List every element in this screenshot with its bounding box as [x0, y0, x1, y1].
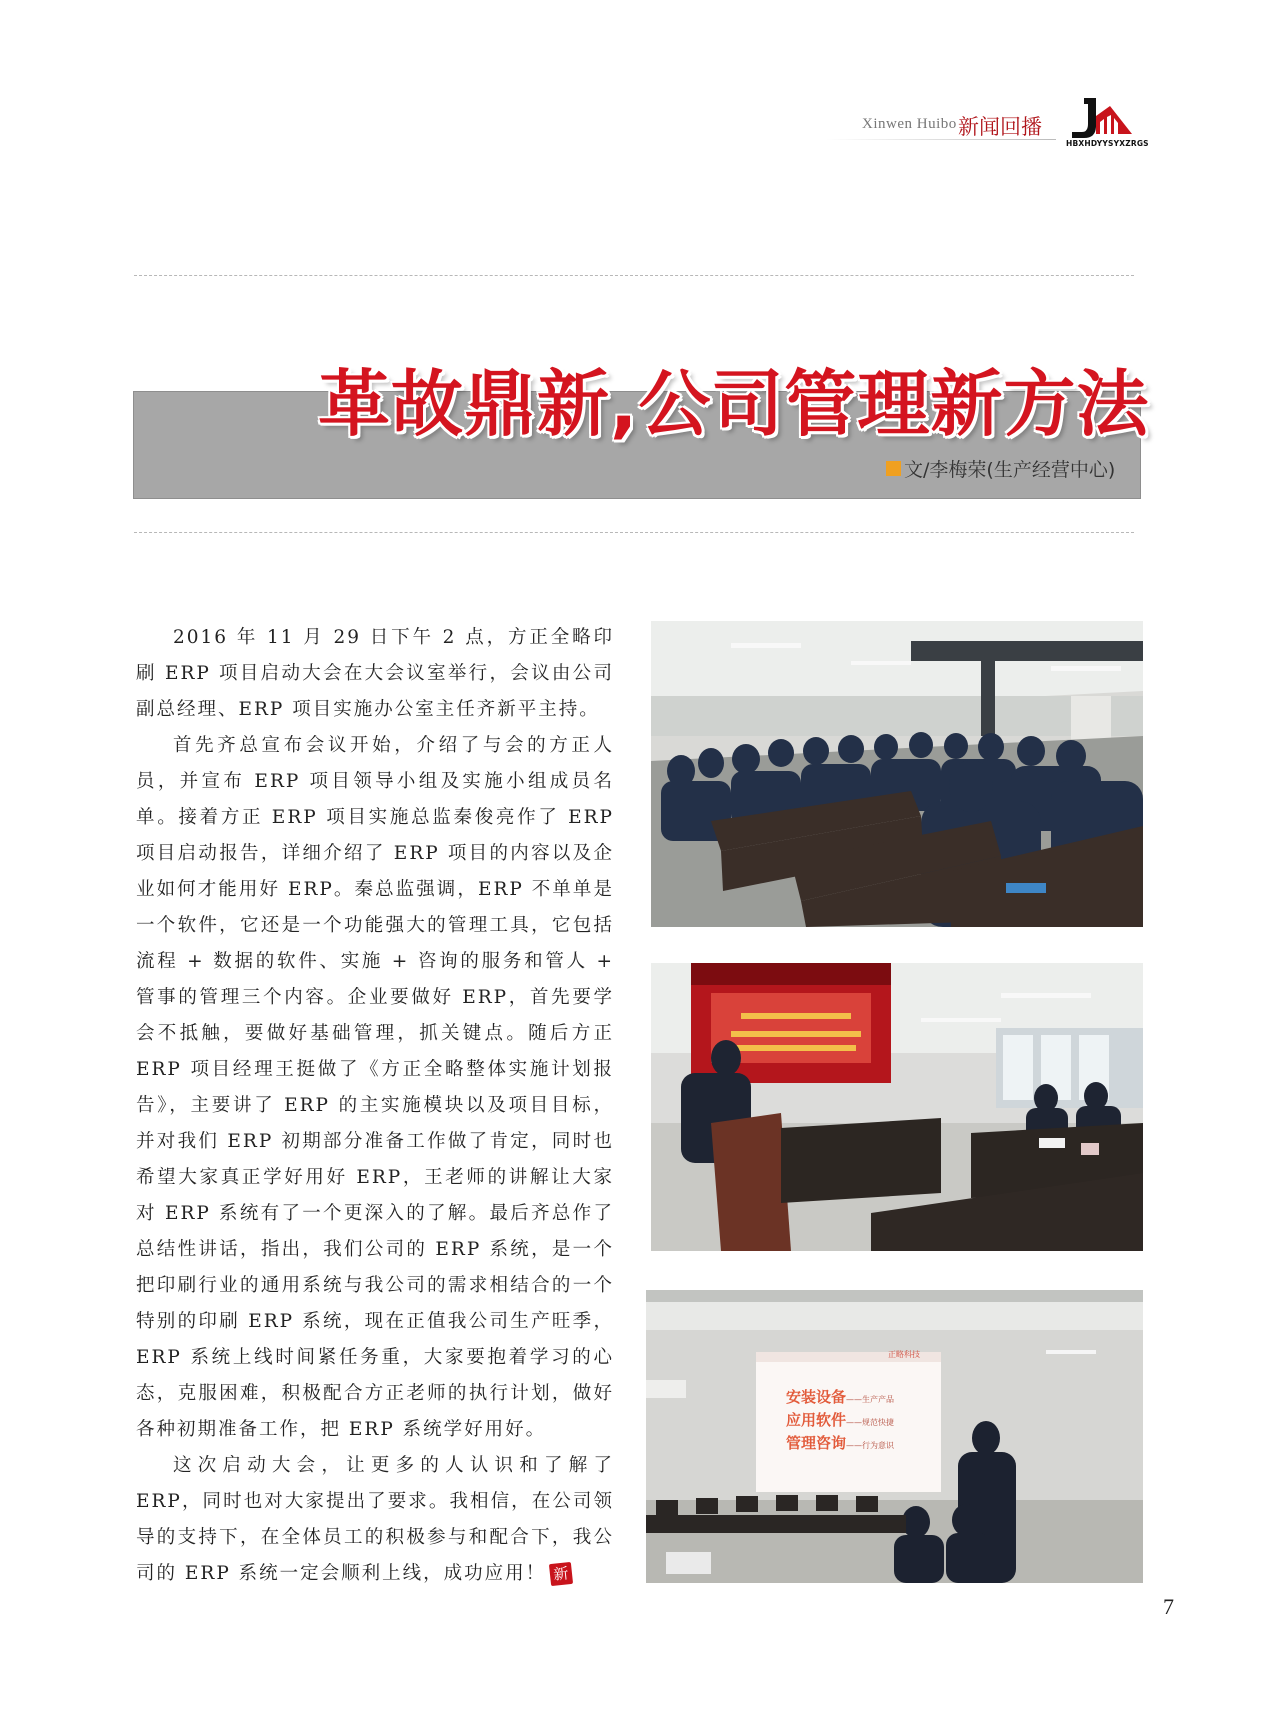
end-mark-icon: 新 [549, 1562, 573, 1586]
article-body [136, 620, 614, 1592]
byline [886, 455, 1115, 482]
slide-line-3-main: 管理咨询 [786, 1434, 847, 1452]
company-logo [1066, 96, 1134, 144]
paragraph: 2016 年 11 月 29 日下午 2 点，方正全略印刷 ERP 项目启动大会在大会议室举行，会议由公司副总经理、ERP 项目实施办公室主任齐新平主持。 [136, 627, 614, 720]
slide-line-1 [786, 1386, 894, 1407]
paragraph-text: 这次启动大会，让更多的人认识和了解了 ERP，同时也对大家提出了要求。我相信，在公司领导的支持下，在全体员工的积极参与和配合下，我公司的 ERP 系统一定会顺利上线，成功应用！ [136, 1455, 614, 1584]
photo-speaker-podium [651, 963, 1143, 1251]
bottom-divider [134, 532, 1134, 533]
slide-line-2 [786, 1409, 894, 1430]
slide-line-3 [786, 1432, 894, 1453]
section-pinyin: Xinwen Huibo [862, 116, 957, 132]
paragraph: 首先齐总宣布会议开始，介绍了与会的方正人员，并宣布 ERP 项目领导小组及实施小组成员名单。接着方正 ERP 项目实施总监秦俊亮作了 ERP 项目启动报告，详细介绍了 ERP 项目的内容以及企业如何才能用好 ERP。秦总监强调，ERP 不单单是一个软件，它还是一个功能强大的管理工具，它包括流程 + 数据的软件、实施 + 咨询的服务和管人 + 管事的管理三个内容。企业要做好 ERP，首先要学会不抵触，要做好基础管理，抓关键点。随后方正 ERP 项目经理王挺做了《方正全略整体实施计划报告》，主要讲了 ERP 的主实施模块以及项目目标，并对我们 ERP 初期部分准备工作做了肯定，同时也希望大家真正学好用好 ERP，王老师的讲解让大家对 ERP 系统有了一个更深入的了解。最后齐总作了总结性讲话，指出，我们公司的 ERP 系统，是一个把印刷行业的通用系统与我公司的需求相结合的一个特别的印刷 ERP 系统，现在正值我公司生产旺季，ERP 系统上线时间紧任务重，大家要抱着学习的心态，克服困难，积极配合方正老师的执行计划，做好各种初期准备工作，把 ERP 系统学好用好。 [136, 735, 614, 1440]
slide-line-2-note: ——规范快捷 [846, 1418, 895, 1427]
article-title: 革故鼎新,公司管理新方法 [318, 362, 1150, 446]
slide-line-1-main: 安装设备 [786, 1388, 847, 1406]
top-divider [134, 275, 1134, 276]
logo-code: HBXHDYYSYXZRGS [1066, 139, 1149, 148]
photo-presentation-slide [646, 1290, 1143, 1583]
slide-line-2-main: 应用软件 [786, 1411, 847, 1429]
photo-meeting-audience [651, 621, 1143, 927]
page-number: 7 [1163, 1594, 1174, 1619]
slide-line-1-note: ——生产产品 [846, 1395, 895, 1404]
byline-marker-icon [886, 461, 901, 476]
byline-text: 文/李梅荣(生产经营中心) [904, 459, 1116, 481]
section-title: 新闻回播 [958, 115, 1042, 139]
slide-brand: 正略科技 [888, 1350, 920, 1359]
slide-line-3-note: ——行为意识 [846, 1441, 895, 1450]
paragraph [136, 1448, 614, 1592]
